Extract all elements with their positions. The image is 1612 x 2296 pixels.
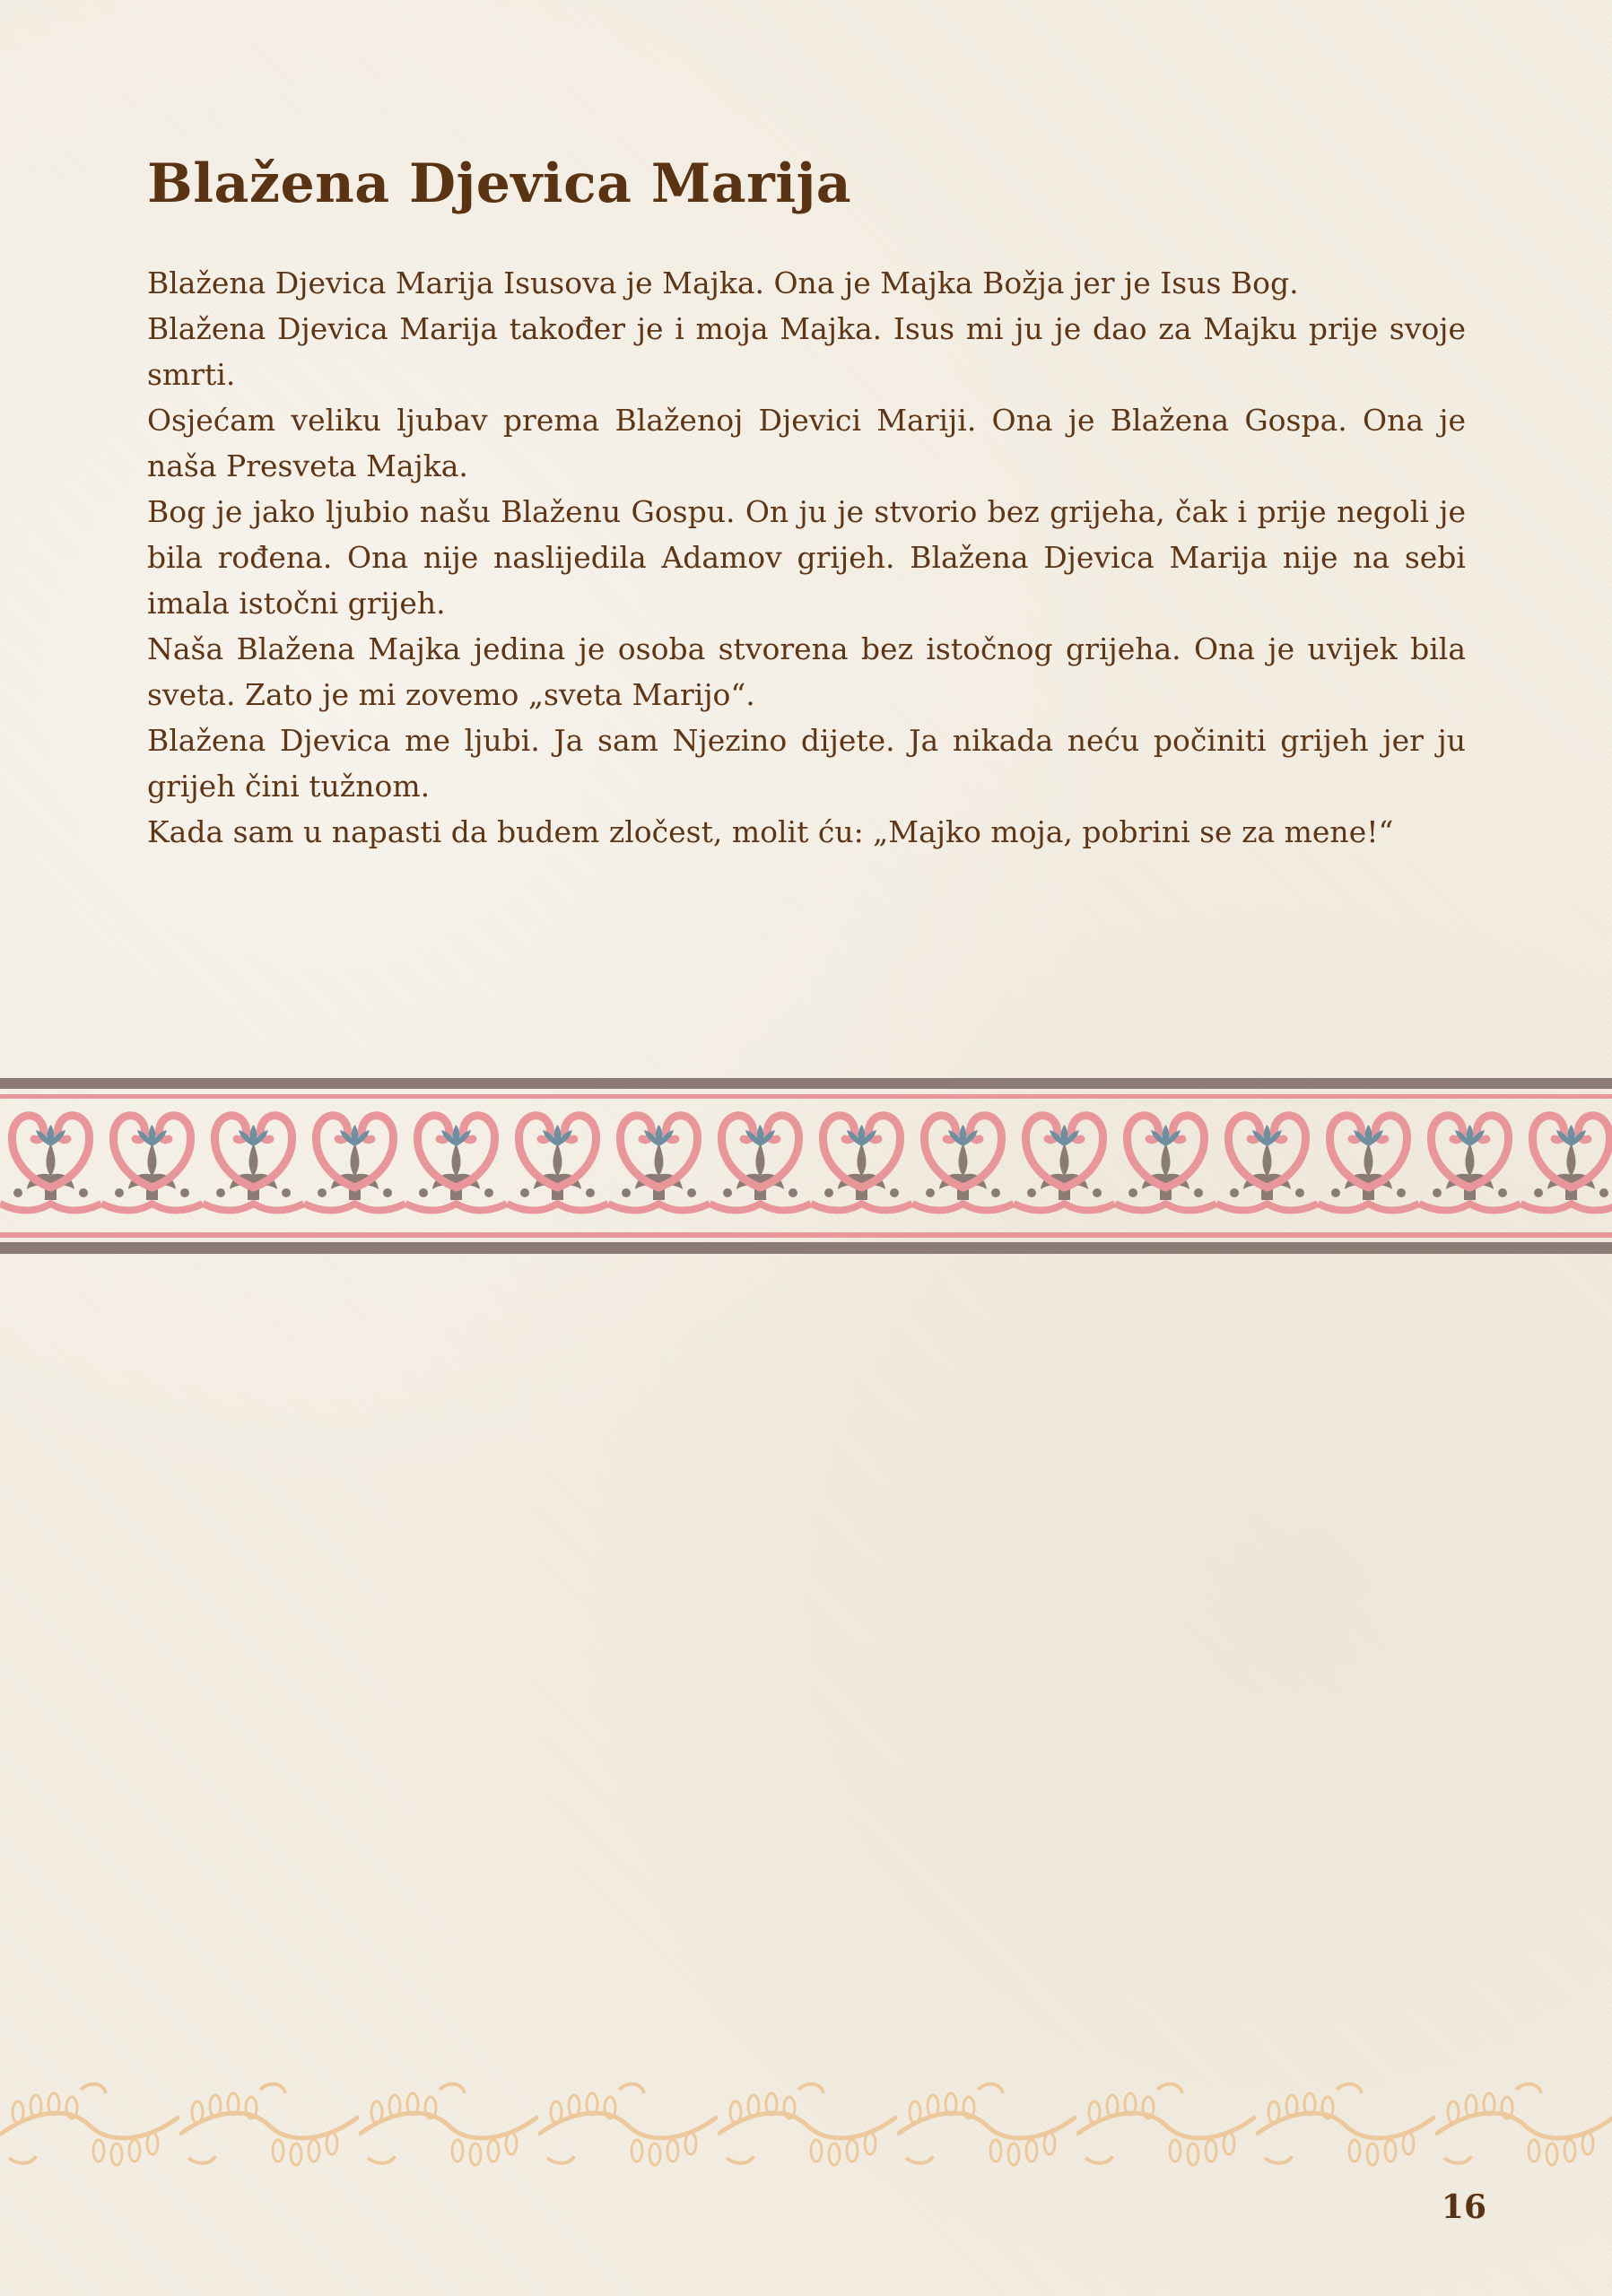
paragraph: Bog je jako ljubio našu Blaženu Gospu. On ju je stvorio bez grijeha, čak i prije negoli je bila rođena. Ona nije naslijedila Adamov grijeh. Blažena Djevica Marija nije na sebi imala istočni grijeh. xyxy=(147,494,1466,621)
ornamental-border-band xyxy=(0,1078,1612,1257)
paragraph: Kada sam u napasti da budem zločest, molit ću: „Majko moja, pobrini se za mene!“ xyxy=(147,814,1394,849)
paragraph: Blažena Djevica Marija također je i moja Majka. Isus mi ju je dao za Majku prije svoje smrti. xyxy=(147,311,1466,392)
vine-ornament xyxy=(0,2072,1612,2170)
paragraph: Blažena Djevica me ljubi. Ja sam Njezino dijete. Ja nikada neću počiniti grijeh jer ju grijeh čini tužnom. xyxy=(147,723,1466,804)
paragraph: Blažena Djevica Marija Isusova je Majka. Ona je Majka Božja jer je Isus Bog. xyxy=(147,265,1299,300)
paragraph: Naša Blažena Majka jedina je osoba stvorena bez istočnog grijeha. Ona je uvijek bila sveta. Zato je mi zovemo „sveta Marijo“. xyxy=(147,631,1466,712)
body-text xyxy=(147,260,1466,855)
page-number: 16 xyxy=(1441,2188,1486,2226)
page-title: Blažena Djevica Marija xyxy=(147,152,852,215)
paragraph: Osjećam veliku ljubav prema Blaženoj Djevici Mariji. Ona je Blažena Gospa. Ona je naša Presveta Majka. xyxy=(147,403,1466,483)
